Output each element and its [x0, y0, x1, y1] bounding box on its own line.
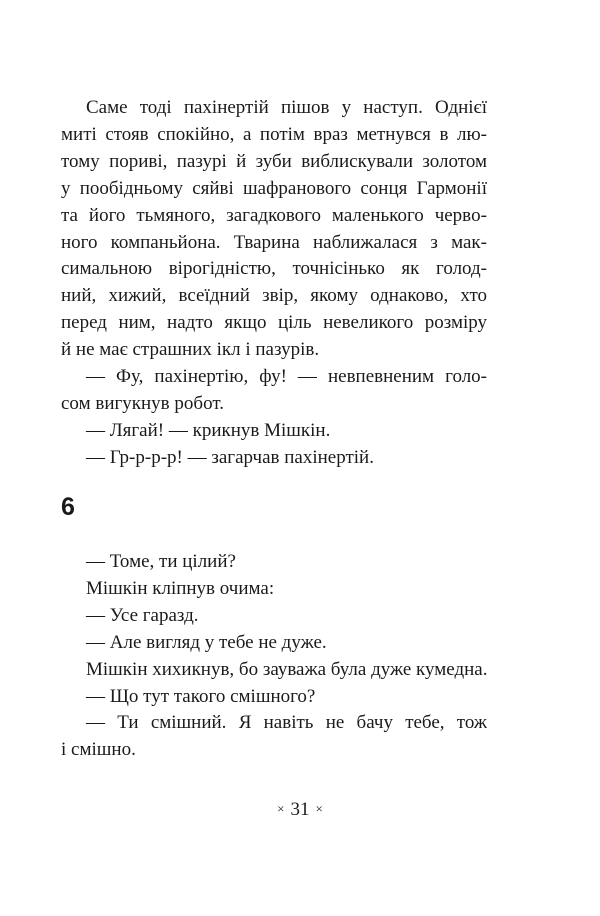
- dialogue-line: — Але вигляд у тебе не дуже.: [86, 631, 327, 653]
- chapter-number: 6: [61, 493, 75, 521]
- text-line: ний, хижий, всеїдний звір, якому однаково, хто: [61, 285, 487, 307]
- text-line: у пообідньому сяйві шафранового сонця Гармонії: [61, 177, 487, 199]
- text-line: миті стояв спокійно, а потім враз метнувся в лю-: [61, 123, 487, 145]
- text-line: й не має страшних ікл і пазурів.: [61, 339, 320, 361]
- paragraph-growl: — Гр-р-р-р! — загарчав пахінертій.: [86, 446, 374, 468]
- dialogue-paragraph: [61, 710, 487, 764]
- text-line: Саме тоді пахінертій пішов у наступ. Однієї: [86, 97, 487, 118]
- text-line: перед ним, надто якщо ціль невеликого розміру: [61, 312, 487, 334]
- dialogue-line: — Усе гаразд.: [86, 604, 199, 626]
- text-line: симальною вірогідністю, точнісінько як голод-: [61, 258, 487, 280]
- text-line: — Ти смішний. Я навіть не бачу тебе, тож: [86, 712, 487, 734]
- text-line: тому пориві, пазурі й зуби виблискували золотом: [61, 150, 487, 172]
- narration-line: Мішкін кліпнув очима:: [86, 577, 275, 599]
- page-footer: [0, 797, 600, 822]
- text-line: — Фу, пахінертію, фу! — невпевненим голо-: [86, 366, 487, 388]
- text-line: сом вигукнув робот.: [61, 392, 224, 414]
- paragraph-attack: [61, 95, 487, 364]
- footer-ornament-right: ×: [315, 801, 323, 816]
- page-number: 31: [290, 799, 310, 820]
- narration-line: Мішкін хихикнув, бо зауважа була дуже кумедна.: [86, 658, 488, 680]
- text-line: ного компаньйона. Тварина наближалася з мак-: [61, 231, 487, 253]
- text-line: та його тьмяного, загадкового маленького червo-: [61, 204, 487, 226]
- dialogue-line: — Томе, ти цілий?: [86, 551, 236, 572]
- text-block-chapter-6: [61, 549, 487, 764]
- text-block-before-chapter: [61, 95, 487, 472]
- dialogue-line: — Що тут такого смішного?: [86, 685, 316, 707]
- paragraph-mishkin-shout: — Лягай! — крикнув Мішкін.: [86, 419, 331, 441]
- paragraph-robot-shout: [61, 364, 487, 418]
- text-line: і смішно.: [61, 739, 136, 761]
- footer-ornament-left: ×: [277, 801, 285, 816]
